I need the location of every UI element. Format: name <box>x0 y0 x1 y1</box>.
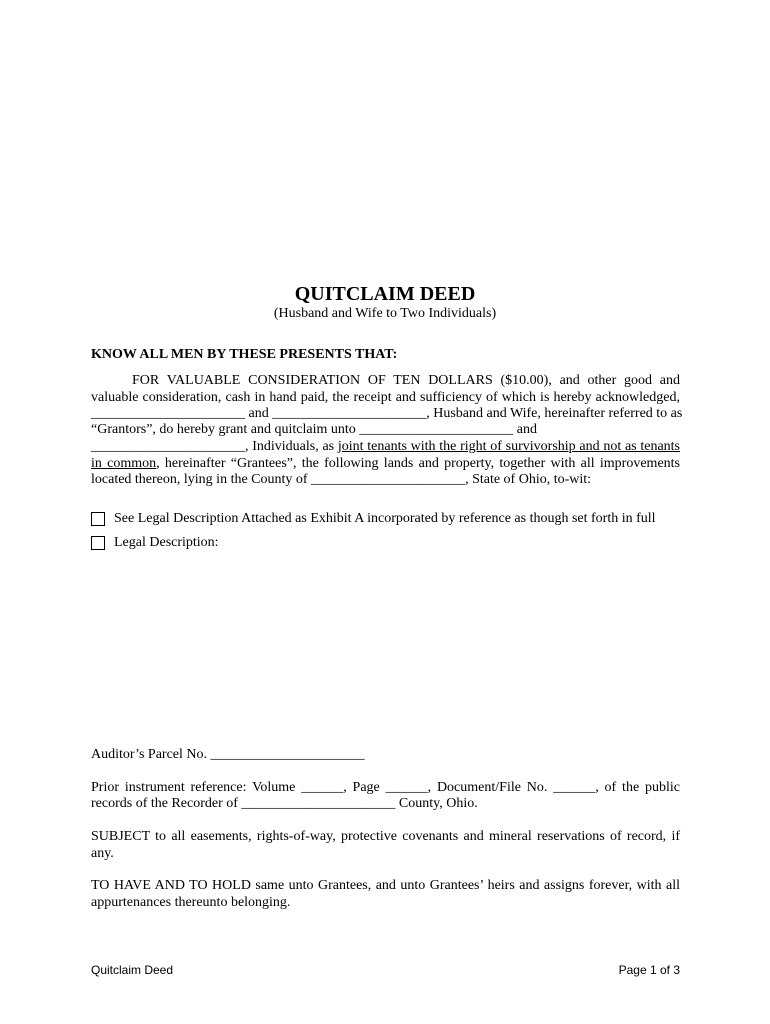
footer-title: Quitclaim Deed <box>91 963 174 977</box>
document-subtitle: (Husband and Wife to Two Individuals) <box>273 306 497 321</box>
recital-line-4: “Grantors”, do hereby grant and quitclaim unto ______________________ and <box>91 422 537 437</box>
footer-page-number: Page 1 of 3 <box>618 963 680 977</box>
recital-line-2: valuable consideration, cash in hand paid, the receipt and sufficiency of which is hereby acknowledged, <box>91 390 680 405</box>
recital-line-5 <box>91 438 680 455</box>
survivorship-clause: joint tenants with the right of survivorship and not as tenants <box>337 439 681 454</box>
recital-line-3: ______________________ and ______________________, Husband and Wife, hereinafter referred to as <box>91 406 683 421</box>
exhibit-checkbox[interactable] <box>91 512 105 526</box>
auditor-parcel-line: Auditor’s Parcel No. ______________________ <box>91 747 365 762</box>
legal-description-checkbox[interactable] <box>91 536 105 550</box>
recital-line-1: FOR VALUABLE CONSIDERATION OF TEN DOLLARS ($10.00), and other good and <box>132 373 680 388</box>
document-title: QUITCLAIM DEED <box>294 283 476 305</box>
habendum-line-1: TO HAVE AND TO HOLD same unto Grantees, and unto Grantees’ heirs and assigns forever, with all <box>91 878 680 893</box>
recital-line-7: located thereon, lying in the County of ______________________, State of Ohio, to-wit: <box>91 472 592 487</box>
exhibit-option-label: See Legal Description Attached as Exhibit A incorporated by reference as though set forth in full <box>114 511 656 526</box>
prior-instrument-line-2: records of the Recorder of ______________________ County, Ohio. <box>91 796 478 811</box>
habendum-line-2: appurtenances thereunto belonging. <box>91 895 291 910</box>
in-common-text: in common <box>91 456 157 471</box>
subject-line-1: SUBJECT to all easements, rights-of-way, protective covenants and mineral reservations of record, if <box>91 829 680 844</box>
prior-instrument-line-1: Prior instrument reference: Volume ______, Page ______, Document/File No. ______, of the public <box>91 780 680 795</box>
legal-description-option[interactable] <box>91 535 219 551</box>
subject-line-2: any. <box>91 846 114 861</box>
legal-description-label: Legal Description: <box>114 535 219 550</box>
recital-line-6-text: , hereinafter “Grantees”, the following lands and property, together with all improvements <box>156 456 680 471</box>
recital-line-6 <box>91 455 680 472</box>
exhibit-option[interactable] <box>91 511 656 527</box>
section-heading: KNOW ALL MEN BY THESE PRESENTS THAT: <box>91 347 398 362</box>
recital-line-5-text: ______________________, Individuals, as <box>91 439 338 454</box>
